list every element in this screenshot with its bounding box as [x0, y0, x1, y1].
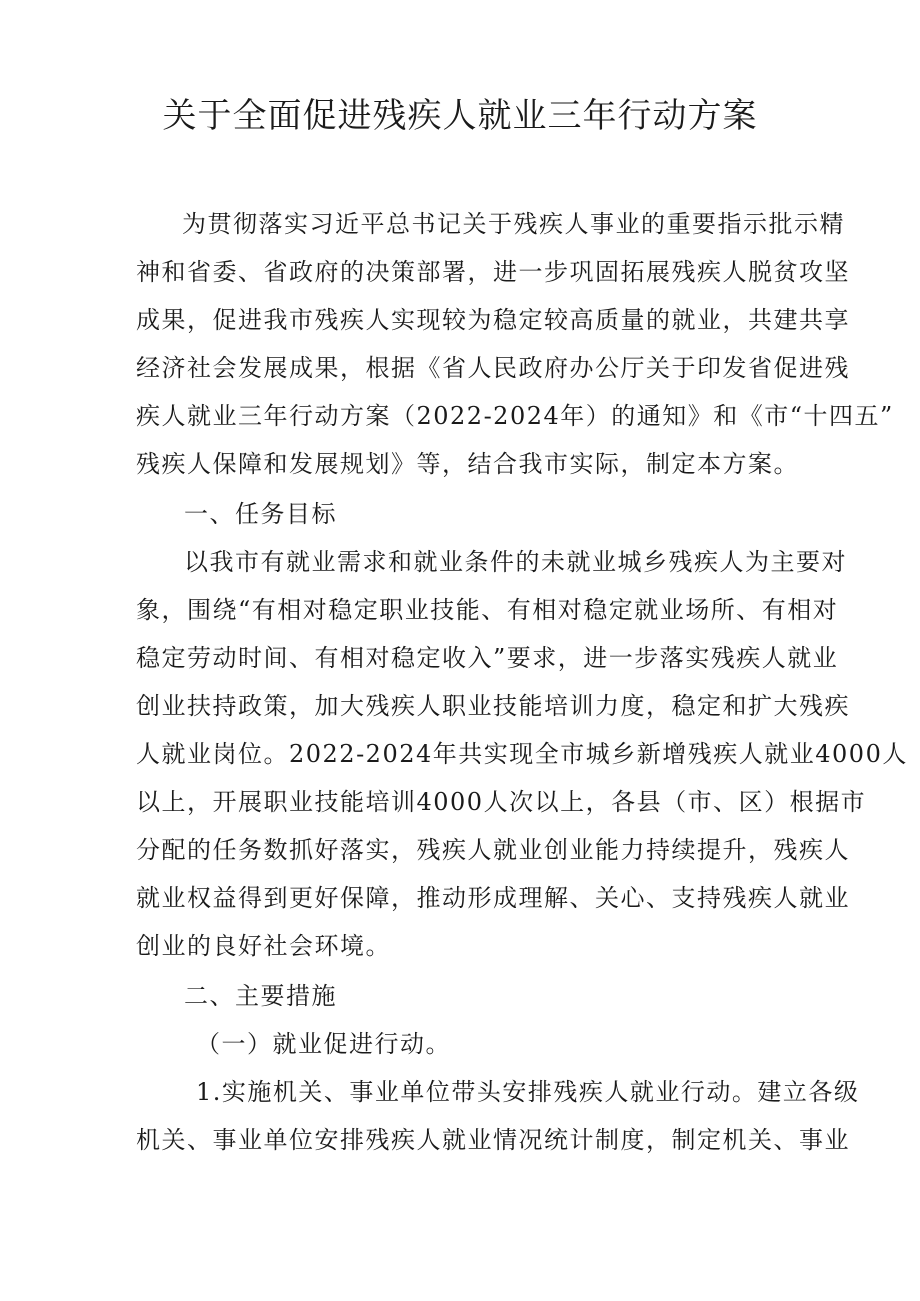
- goals-line-1: 以我市有就业需求和就业条件的未就业城乡残疾人为主要对: [184, 548, 847, 576]
- item-1-line-1: 1.实施机关、事业单位带头安排残疾人就业行动。建立各级: [196, 1078, 860, 1106]
- intro-line-6: 残疾人保障和发展规划》等，结合我市实际，制定本方案。: [136, 450, 799, 478]
- section-heading-goals: 一、任务目标: [184, 500, 337, 528]
- goals-line-8: 就业权益得到更好保障，推动形成理解、关心、支持残疾人就业: [136, 884, 850, 912]
- intro-line-2: 神和省委、省政府的决策部署，进一步巩固拓展残疾人脱贫攻坚: [136, 258, 850, 286]
- subsection-heading-employment: （一）就业促进行动。: [196, 1030, 451, 1058]
- document-title: 关于全面促进残疾人就业三年行动方案: [162, 96, 758, 136]
- goals-line-2: 象，围绕“有相对稳定职业技能、有相对稳定就业场所、有相对: [136, 596, 839, 624]
- goals-line-6: 以上，开展职业技能培训4000人次以上，各县（市、区）根据市: [136, 788, 867, 816]
- goals-line-9: 创业的良好社会环境。: [136, 932, 391, 960]
- goals-line-3: 稳定劳动时间、有相对稳定收入”要求，进一步落实残疾人就业: [136, 644, 839, 672]
- goals-line-7: 分配的任务数抓好落实，残疾人就业创业能力持续提升，残疾人: [136, 836, 850, 864]
- intro-line-1: 为贯彻落实习近平总书记关于残疾人事业的重要指示批示精: [182, 210, 845, 238]
- section-heading-measures: 二、主要措施: [184, 982, 337, 1010]
- intro-line-5: 疾人就业三年行动方案（2022-2024年）的通知》和《市“十四五”: [136, 402, 894, 430]
- item-1-line-2: 机关、事业单位安排残疾人就业情况统计制度，制定机关、事业: [136, 1126, 850, 1154]
- intro-line-3: 成果，促进我市残疾人实现较为稳定较高质量的就业，共建共享: [136, 306, 850, 334]
- goals-line-4: 创业扶持政策，加大残疾人职业技能培训力度，稳定和扩大残疾: [136, 692, 850, 720]
- goals-line-5: 人就业岗位。2022-2024年共实现全市城乡新增残疾人就业4000人: [136, 740, 908, 768]
- intro-line-4: 经济社会发展成果，根据《省人民政府办公厅关于印发省促进残: [136, 354, 850, 382]
